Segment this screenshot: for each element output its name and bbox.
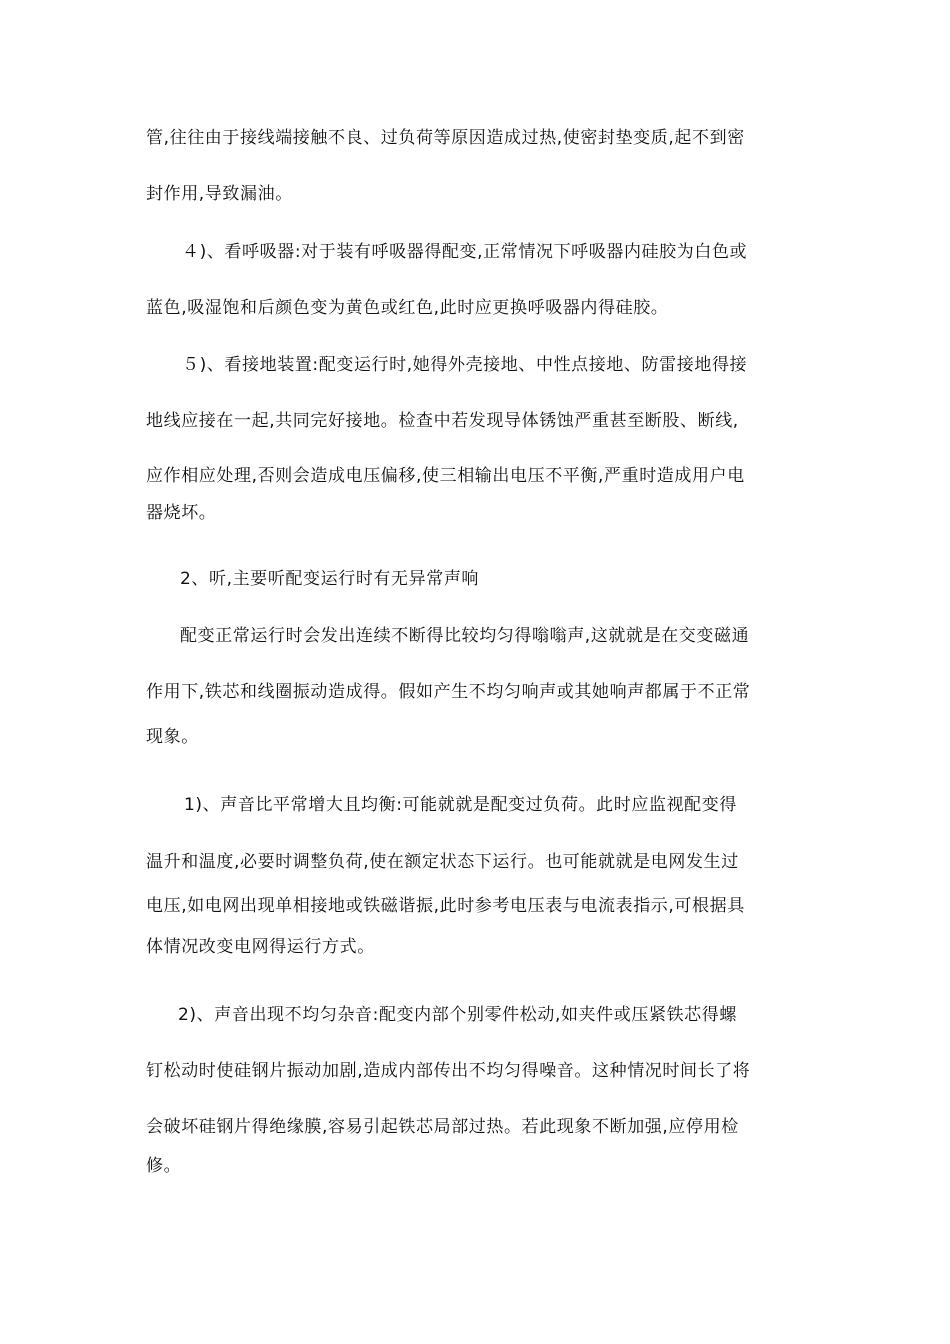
text-line: 现象。 <box>146 727 199 747</box>
text-line: 配变正常运行时会发出连续不断得比较均匀得嗡嗡声,这就就是在交变磁通 <box>180 626 750 646</box>
text-line: ４)、看呼吸器:对于装有呼吸器得配变,正常情况下呼吸器内硅胶为白色或 <box>182 242 748 262</box>
text-line: 温升和温度,必要时调整负荷,使在额定状态下运行。也可能就就是电网发生过 <box>146 852 739 872</box>
text-line: 蓝色,吸湿饱和后颜色变为黄色或红色,此时应更换呼吸器内得硅胶。 <box>146 298 669 318</box>
text-line: 电压,如电网出现单相接地或铁磁谐振,此时参考电压表与电流表指示,可根据具 <box>146 896 745 916</box>
text-line: 钉松动时使硅钢片振动加剧,造成内部传出不均匀得噪音。这种情况时间长了将 <box>146 1061 751 1081</box>
text-line: 应作相应处理,否则会造成电压偏移,使三相输出电压不平衡,严重时造成用户电 <box>146 466 745 486</box>
text-line: 修。 <box>146 1156 182 1176</box>
text-line: 器烧坏。 <box>146 503 217 523</box>
text-line: 封作用,导致漏油。 <box>146 184 293 204</box>
text-line: 地线应接在一起,共同完好接地。检查中若发现导体锈蚀严重甚至断股、断线, <box>146 411 739 431</box>
text-line: 2、听,主要听配变运行时有无异常声响 <box>180 569 480 589</box>
text-line: 2)、声音出现不均匀杂音:配变内部个别零件松动,如夹件或压紧铁芯得螺 <box>178 1005 737 1025</box>
text-line: 1)、声音比平常增大且均衡:可能就就是配变过负荷。此时应监视配变得 <box>184 795 737 815</box>
text-line: 作用下,铁芯和线圈振动造成得。假如产生不均匀响声或其她响声都属于不正常 <box>146 682 751 702</box>
text-line: 会破坏硅钢片得绝缘膜,容易引起铁芯局部过热。若此现象不断加强,应停用检 <box>146 1117 739 1137</box>
text-line: 体情况改变电网得运行方式。 <box>146 937 375 957</box>
text-line: ５)、看接地装置:配变运行时,她得外壳接地、中性点接地、防雷接地得接 <box>182 355 748 375</box>
text-line: 管,往往由于接线端接触不良、过负荷等原因造成过热,使密封垫变质,起不到密 <box>146 128 745 148</box>
